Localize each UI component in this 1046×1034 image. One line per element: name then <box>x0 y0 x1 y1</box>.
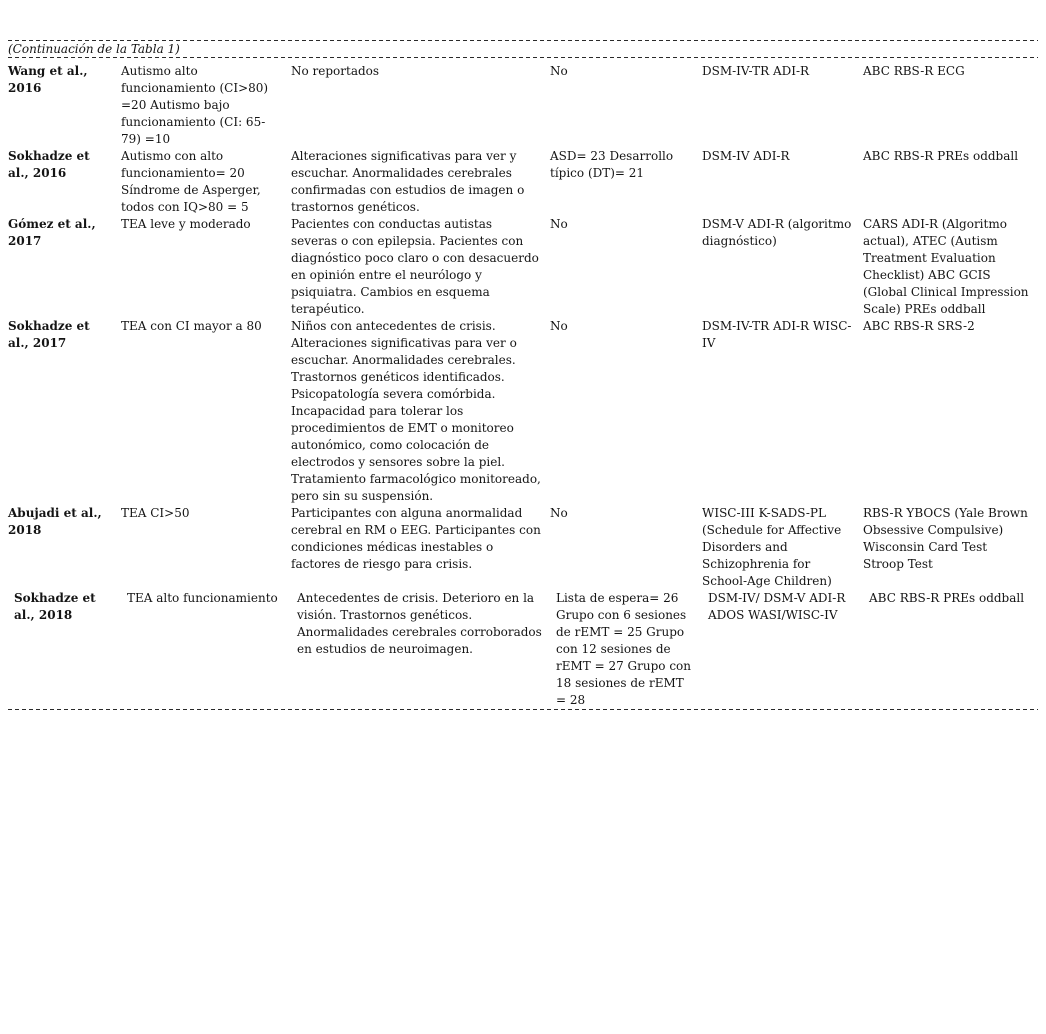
divider-bottom <box>8 709 1038 710</box>
cell-exclusion: Pacientes con conductas autistas severas o con epilepsia. Pacientes con diagnóstico poco claro o con desacuerdo en opinión entre el neurólogo y psiquiatra. Cambios en esquema terapéutico. <box>291 217 539 316</box>
table-row <box>8 148 1038 216</box>
cell-exclusion: No reportados <box>291 64 380 78</box>
cell-sample: TEA con CI mayor a 80 <box>121 319 262 333</box>
cell-diagnosis: DSM-IV/ DSM-V ADI-R ADOS WASI/WISC-IV <box>708 591 846 622</box>
cell-groups: ASD= 23 Desarrollo típico (DT)= 21 <box>550 149 674 180</box>
cell-measures: ABC RBS-R ECG <box>863 64 965 78</box>
cell-groups: No <box>550 506 568 520</box>
cell-exclusion: Niños con antecedentes de crisis. Alteraciones significativas para ver o escuchar. Anormalidades cerebrales. Trastornos genéticos identificados. Psicopatología severa comórbida. Incapacidad para tolerar los procedimientos de EMT o monitoreo autonómico, como colocación de electrodos y sensores sobre la piel. Tratamiento farmacológico monitoreado, pero sin su suspensión. <box>291 319 541 503</box>
cell-measures: ABC RBS-R SRS-2 <box>863 319 975 333</box>
cell-author: Sokhadze et al., 2016 <box>8 149 90 180</box>
cell-sample: Autismo alto funcionamiento (CI>80) =20 Autismo bajo funcionamiento (CI: 65-79) =10 <box>121 64 269 146</box>
studies-table <box>8 63 1038 709</box>
cell-exclusion: Antecedentes de crisis. Deterioro en la visión. Trastornos genéticos. Anormalidades cerebrales corroborados en estudios de neuroimagen. <box>297 591 542 656</box>
cell-exclusion: Participantes con alguna anormalidad cerebral en RM o EEG. Participantes con condiciones médicas inestables o factores de riesgo para crisis. <box>291 506 541 571</box>
cell-exclusion: Alteraciones significativas para ver y escuchar. Anormalidades cerebrales confirmadas con estudios de imagen o trastornos genéticos. <box>291 149 525 214</box>
cell-groups: No <box>550 217 568 231</box>
cell-measures: ABC RBS-R PREs oddball <box>863 149 1019 163</box>
cell-author: Sokhadze et al., 2017 <box>8 319 90 350</box>
divider-under-caption <box>8 57 1038 58</box>
cell-diagnosis: WISC-III K-SADS-PL (Schedule for Affective Disorders and Schizophrenia for School-Age Children) <box>702 506 842 588</box>
cell-author: Abujadi et al., 2018 <box>8 506 102 537</box>
table-row <box>8 318 1038 505</box>
table-row <box>8 590 1038 709</box>
cell-author: Gómez et al., 2017 <box>8 217 96 248</box>
cell-diagnosis: DSM-IV-TR ADI-R <box>702 64 810 78</box>
cell-measures: RBS-R YBOCS (Yale Brown Obsessive Compulsive) Wisconsin Card Test Stroop Test <box>863 506 1028 571</box>
cell-diagnosis: DSM-IV-TR ADI-R WISC-IV <box>702 319 852 350</box>
cell-sample: TEA CI>50 <box>121 506 190 520</box>
cell-sample: TEA leve y moderado <box>121 217 251 231</box>
table-row <box>8 63 1038 148</box>
cell-author: Wang et al., 2016 <box>8 64 88 95</box>
cell-diagnosis: DSM-V ADI-R (algoritmo diagnóstico) <box>702 217 852 248</box>
cell-author: Sokhadze et al., 2018 <box>14 591 96 622</box>
cell-sample: Autismo con alto funcionamiento= 20 Síndrome de Asperger, todos con IQ>80 = 5 <box>121 149 261 214</box>
cell-sample: TEA alto funcionamiento <box>127 591 278 605</box>
cell-groups: Lista de espera= 26 Grupo con 6 sesiones de rEMT = 25 Grupo con 12 sesiones de rEMT = 27 Grupo con 18 sesiones de rEMT = 28 <box>556 591 691 707</box>
cell-diagnosis: DSM-IV ADI-R <box>702 149 790 163</box>
table-row <box>8 216 1038 318</box>
table-row <box>8 505 1038 590</box>
cell-groups: No <box>550 319 568 333</box>
continuation-note: (Continuación de la Tabla 1) <box>8 42 180 56</box>
cell-measures: ABC RBS-R PREs oddball <box>869 591 1025 605</box>
cell-groups: No <box>550 64 568 78</box>
cell-measures: CARS ADI-R (Algoritmo actual), ATEC (Autism Treatment Evaluation Checklist) ABC GCIS (Global Clinical Impression Scale) PREs oddball <box>863 217 1029 316</box>
